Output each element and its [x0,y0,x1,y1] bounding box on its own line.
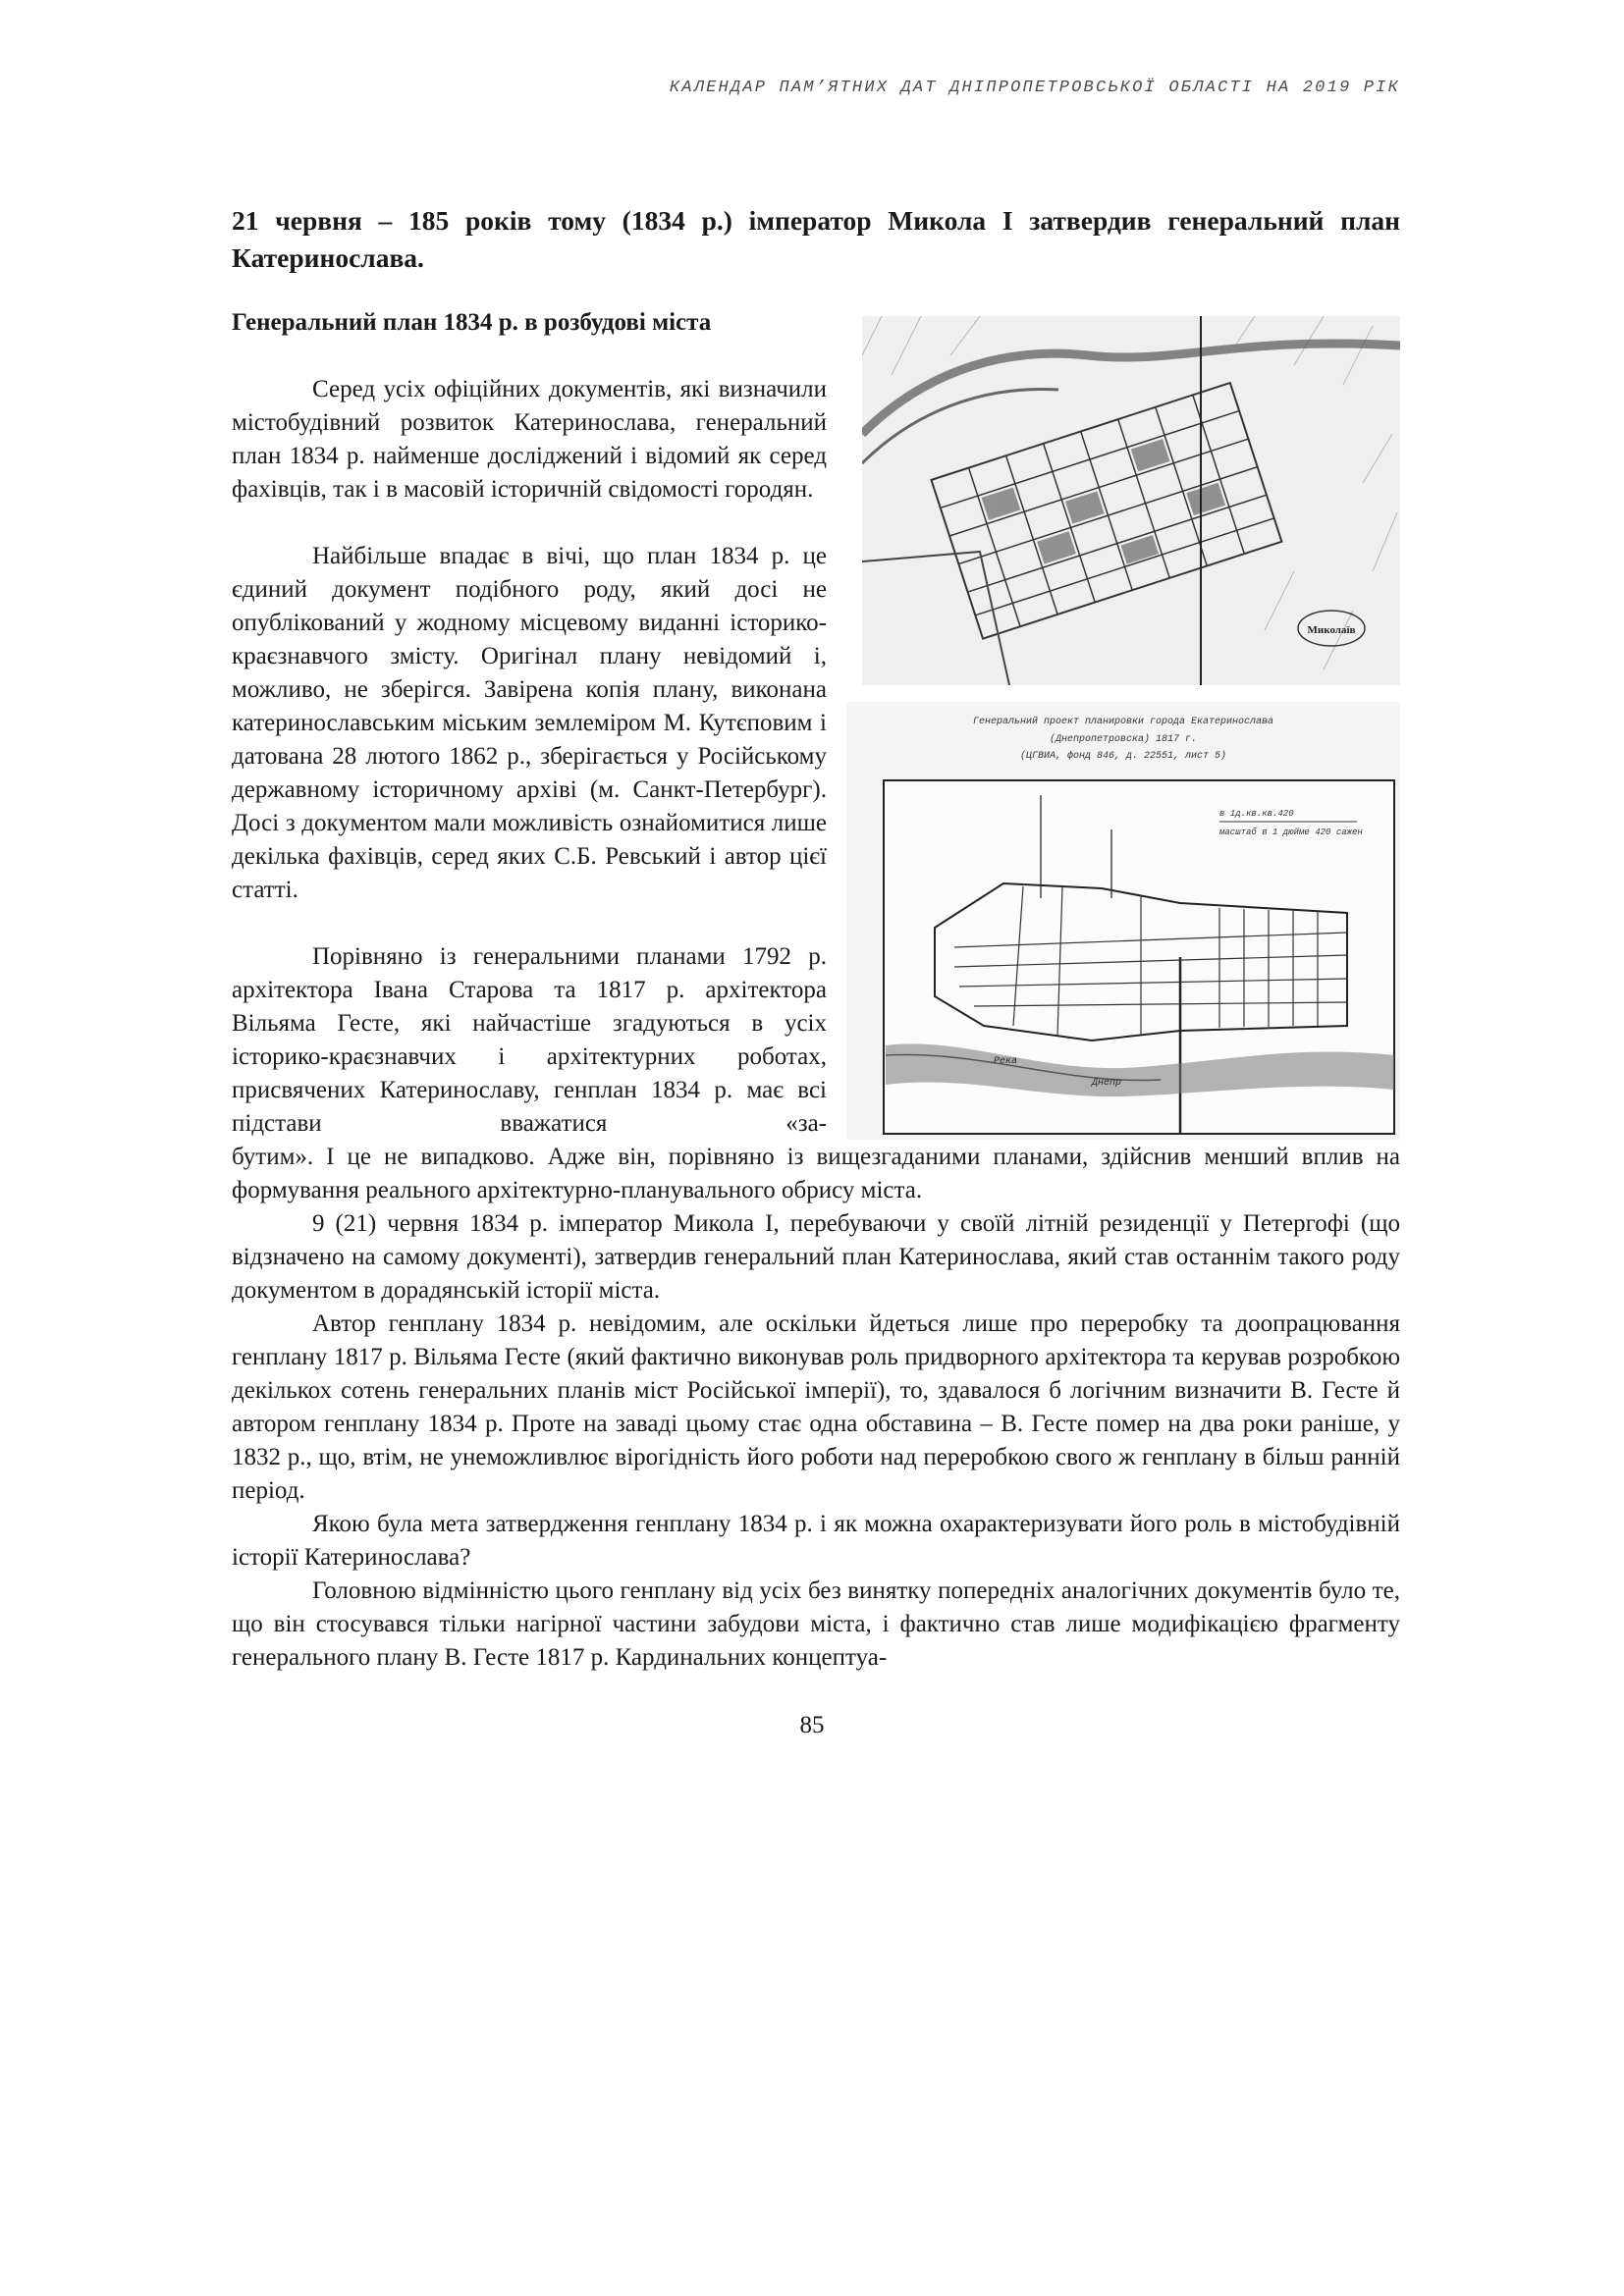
paragraph-3-continued: бутим». І це не випадково. Адже він, порівняно із вищезгаданими планами, здійснив менший вплив на формування реального архітектурно-планувального обрису міста. [232,1144,1400,1203]
paragraph-3-block [232,940,827,1141]
running-head: КАЛЕНДАР ПАМ’ЯТНИХ ДАТ ДНІПРОПЕТРОВСЬКОЇ ОБЛАСТІ НА 2019 РІК [669,79,1400,97]
paragraph-2: Найбільше впадає в вічі, що план 1834 р. це єдиний документ подібного роду, який досі не опублікований у жодному місцевому виданні історико-краєзнавчого змісту. Оригінал плану невідомий і, можливо, не зберігся. Завірена копія плану, виконана катеринославським міським землеміром М. Кутєповим і датована 28 лютого 1862 р., зберігається у Російському державному історичному архіві (м. Санкт-Петербург). Досі з документом мали можливість ознайомитися лише декілька фахівців, серед яких С.Б. Ревський і автор цієї статті. [232,543,827,903]
paragraph-1-block [232,373,827,507]
river-label-1: Река [994,1056,1018,1067]
plan-scale-line-1: в 1д.кв.кв.420 [1219,809,1294,819]
paragraph-1: Серед усіх офіційних документів, які визначили містобудівний розвиток Катеринослава, генеральний план 1834 р. найменше досліджений і відомий як серед фахівців, так і в масовій історичній свідомості городян. [232,376,827,503]
river-label-2: Днепр [1092,1078,1122,1089]
plan-caption-line-1: Генеральний проект планировки города Екатеринослава [972,717,1274,727]
general-plan-1817-image [846,702,1400,1140]
plan-caption-line-3: (ЦГВИА, фонд 846, д. 22551, лист 5) [1019,751,1227,762]
city-plan-1834-drawing [862,316,1400,685]
general-plan-1817-drawing [846,702,1400,1140]
full-width-text [232,1141,1400,1675]
city-plan-1834-image [862,316,1400,685]
page-number: 85 [799,1712,825,1738]
plan-caption-line-2: (Днепропетровска) 1817 г. [1049,734,1198,745]
paragraph-5: Автор генплану 1834 р. невідомим, але оскільки йдеться лише про переробку та доопрацювання генплану 1817 р. Вільяма Гесте (який фактично виконував роль придворного архітектора та керував розробкою декількох сотень генеральних планів міст Російської імперії), то, здавалося б логічним визначити В. Гесте й автором генплану 1834 р. Проте на заваді цьому стає одна обставина – В. Гесте помер на два роки раніше, у 1832 р., що, втім, не унеможливлює вірогідність його роботи над переробкою свого ж генплану в більш ранній період. [232,1310,1400,1504]
article-title: 21 червня – 185 років тому (1834 р.) імператор Микола I затвердив генеральний план Катеринослава. [232,205,1400,273]
plan-scale-line-2: масштаб в 1 дюйме 420 сажен [1219,828,1363,837]
paragraph-3: Порівняно із генеральними планами 1792 р. архітектора Івана Старова та 1817 р. архітектора Вільяма Гесте, які найчастіше згадуються в усіх історико-краєзнавчих і архітектурних роботах, присвячених Катеринославу, генплан 1834 р. має всі підстави вважатися «за- [232,943,827,1137]
section-heading: Генеральний план 1834 р. в розбудові міста [232,309,712,336]
paragraph-7: Головною відмінністю цього генплану від усіх без винятку попередніх аналогічних документів було те, що він стосувався тільки нагірної частини забудови міста, і фактично став лише модифікацією фрагменту генерального плану В. Гесте 1817 р. Кардинальних концептуа- [232,1577,1400,1671]
paragraph-2-block [232,540,827,907]
paragraph-4: 9 (21) червня 1834 р. імператор Микола І, перебуваючи у своїй літній резиденції у Петергофі (що відзначено на самому документі), затвердив генеральний план Катеринослава, який став останнім такого роду документом в дорадянській історії міста. [232,1210,1400,1304]
paragraph-6: Якою була мета затвердження генплану 1834 р. і як можна охарактеризувати його роль в містобудівній історії Катеринослава? [232,1511,1400,1571]
plan-stamp: Миколаїв [1307,624,1356,636]
